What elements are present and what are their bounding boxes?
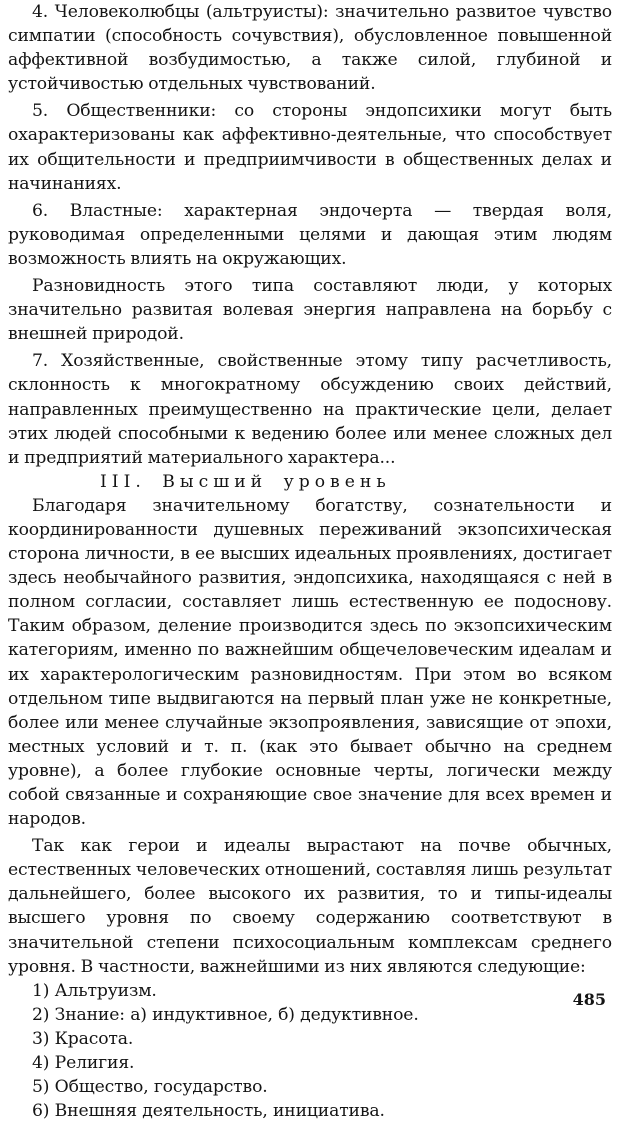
paragraph-economic: 7. Хозяйственные, свойственные этому типу расчетливость, склонность к многократному обсуждению своих действий, направленных преимущественно на практические цели, делает этих людей способными к ведению более или менее сложных дел и предприятий материального характера... xyxy=(8,351,612,468)
section-heading: III. Высший уровень xyxy=(100,471,391,492)
text-column xyxy=(8,0,612,1123)
ideals-list xyxy=(8,979,612,1123)
paragraph-power-seekers: 6. Властные: характерная эндочерта — твердая воля, руководимая определенными целями и дающая этим людям возможность влиять на окружающих. xyxy=(8,200,612,269)
paragraph-heroes-ideals: Так как герои и идеалы вырастают на почве обычных, естественных человеческих отношений, составляя лишь результат дальнейшего, более высокого их развития, то и типы-идеалы высшего уровня по своему содержанию соответствуют в значительной степени психосоциальным комплексам среднего уровня. В частности, важнейшими из них являются следующие: xyxy=(8,836,612,977)
paragraph-altruists: 4. Человеколюбцы (альтруисты): значительно развитое чувство симпатии (способность сочувствия), обусловленное повышенной аффективной возбудимостью, а также силой, глубиной и устойчивостью отдельных чувствований. xyxy=(8,2,612,95)
list-item: 4) Религия. xyxy=(32,1053,135,1074)
list-item: 3) Красота. xyxy=(32,1028,134,1049)
list-item: 1) Альтруизм. xyxy=(32,980,157,1001)
list-item: 6) Внешняя деятельность, инициатива. xyxy=(32,1101,385,1122)
paragraph-public-figures: 5. Общественники: со стороны эндопсихики могут быть охарактеризованы как аффективно-деятельные, что способствует их общительности и предприимчивости в общественных делах и начинаниях. xyxy=(8,101,612,194)
paragraph-higher-level: Благодаря значительному богатству, сознательности и координированности душевных переживаний экзопсихическая сторона личности, в ее высших идеальных проявлениях, достигает здесь необычайного развития, эндопсихика, находящаяся с ней в полном согласии, составляет лишь естественную ее подоснову. Таким образом, деление производится здесь по экзопсихическим категориям, именно по важнейшим общечеловеческим идеалам и их характерологическим разновидностям. При этом во всяком отдельном типе выдвигаются на первый план уже не конкретные, более или менее случайные экзопроявления, зависящие от эпохи, местных условий и т. п. (как это бывает обычно на среднем уровне), а более глубокие основные черты, логически между собой связанные и сохраняющие свое значение для всех времен и народов. xyxy=(8,495,612,830)
page-number: 485 xyxy=(572,990,606,1009)
list-item: 2) Знание: а) индуктивное, б) дедуктивное. xyxy=(32,1004,419,1025)
list-item: 5) Общество, государство. xyxy=(32,1077,268,1098)
paragraph-power-variety: Разновидность этого типа составляют люди, у которых значительно развитая волевая энергия направлена на борьбу с внешней природой. xyxy=(8,276,612,345)
